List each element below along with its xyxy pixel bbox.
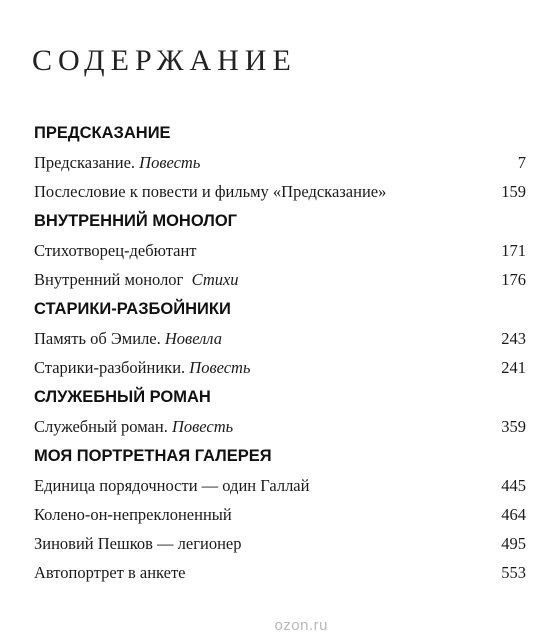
entry-page-number: 495	[501, 534, 526, 553]
entry-genre: Новелла	[164, 329, 222, 348]
section-title-stariki-razboyniki: СТАРИКИ-РАЗБОЙНИКИ	[34, 300, 231, 318]
entry-genre: Повесть	[171, 417, 234, 436]
toc-entry[interactable]	[34, 265, 526, 294]
toc-entry[interactable]	[34, 177, 526, 206]
entry-page-number: 464	[501, 505, 526, 524]
entry-title: Предсказание.	[34, 153, 140, 172]
toc-entry[interactable]	[34, 412, 526, 441]
watermark-ozon: ozon.ru	[274, 617, 328, 634]
entry-title: Зиновий Пешков — легионер	[34, 534, 242, 553]
toc-entry[interactable]	[34, 236, 526, 265]
toc-entry[interactable]	[34, 500, 526, 529]
section-title-vnutrenniy-monolog: ВНУТРЕННИЙ МОНОЛОГ	[34, 212, 238, 230]
entry-title: Автопортрет в анкете	[34, 563, 186, 582]
entry-title: Единица порядочности — один Галлай	[34, 476, 310, 495]
entry-title: Послесловие к повести и фильму «Предсказание»	[34, 182, 387, 201]
entry-page-number: 7	[517, 153, 526, 172]
toc-entry[interactable]	[34, 471, 526, 500]
toc-entry[interactable]	[34, 558, 526, 587]
entry-page-number: 176	[501, 270, 526, 289]
entry-page-number: 445	[501, 476, 526, 495]
entry-genre: Повесть	[189, 358, 251, 377]
entry-page-number: 359	[501, 417, 526, 436]
entry-genre: Повесть	[139, 153, 201, 172]
entry-page-number: 553	[501, 563, 526, 582]
entry-page-number: 243	[501, 329, 526, 348]
entry-title: Колено-он-непреклоненный	[34, 505, 232, 524]
section-title-predskazanie: ПРЕДСКАЗАНИЕ	[34, 124, 171, 142]
entry-page-number: 241	[501, 358, 526, 377]
entry-genre: Стихи	[191, 270, 239, 289]
toc-entry[interactable]	[34, 353, 526, 382]
entry-page-number: 159	[501, 182, 526, 201]
toc-entry[interactable]	[34, 324, 526, 353]
entry-title: Стихотворец-дебютант	[34, 241, 197, 260]
page-title: СОДЕРЖАНИЕ	[32, 44, 297, 77]
section-title-sluzhebny-roman: СЛУЖЕБНЫЙ РОМАН	[34, 388, 211, 406]
entry-title: Внутренний монолог	[34, 270, 192, 289]
toc-entry[interactable]	[34, 148, 526, 177]
entry-title: Служебный роман.	[34, 417, 172, 436]
entry-title: Старики-разбойники.	[34, 358, 190, 377]
section-title-portretnaya-galereya: МОЯ ПОРТРЕТНАЯ ГАЛЕРЕЯ	[34, 447, 272, 465]
entry-page-number: 171	[501, 241, 526, 260]
entry-title: Память об Эмиле.	[34, 329, 165, 348]
table-of-contents	[34, 118, 526, 587]
toc-entry[interactable]	[34, 529, 526, 558]
